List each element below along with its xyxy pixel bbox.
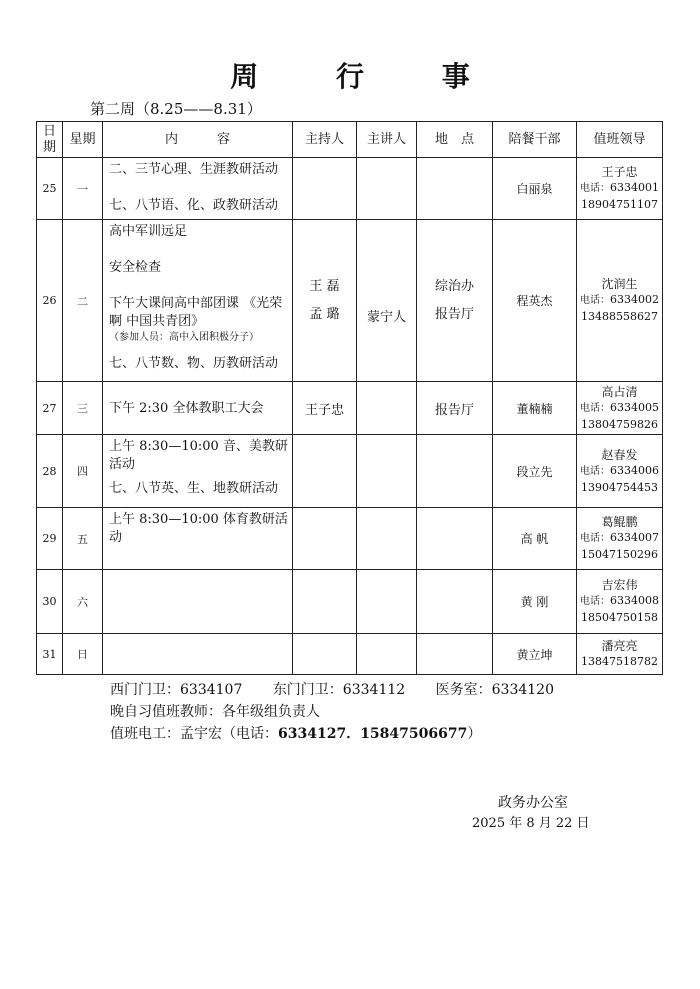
- row-dow: 二: [63, 220, 103, 382]
- row-content: [103, 634, 293, 675]
- electrician-suffix: ）: [467, 726, 482, 742]
- row-host: [293, 570, 357, 634]
- page-title: 周 行 事: [230, 60, 504, 93]
- row-speaker: [357, 570, 417, 634]
- tel-label: 电话：: [580, 596, 610, 607]
- row-meal: 黄 刚: [493, 570, 577, 634]
- tel-label: 电话：: [580, 183, 610, 194]
- content-line: 安全检查: [109, 260, 162, 275]
- leader-mobile: 13488558627: [581, 310, 658, 323]
- leader-tel: 6334002: [610, 293, 659, 306]
- row-content: [103, 158, 293, 220]
- row-meal: 程英杰: [493, 220, 577, 382]
- location-name: 报告厅: [434, 306, 474, 322]
- row-location: [417, 508, 493, 570]
- leader-tel: 6334006: [610, 463, 659, 477]
- row-date: 30: [37, 570, 63, 634]
- tel-label: 电话：: [580, 295, 610, 306]
- week-label: 第二周（8.25——8.31）: [90, 100, 262, 118]
- content-line: 上午 8:30—10:00 体育教研活动: [109, 512, 288, 545]
- row-host: [293, 508, 357, 570]
- row-location: [417, 220, 493, 382]
- table-header-row: [37, 122, 663, 158]
- row-dow: 日: [63, 634, 103, 675]
- electrician-duty: [110, 724, 481, 744]
- table-row: [37, 435, 663, 508]
- leader-name: 高占清: [601, 384, 638, 399]
- host-name: 王 磊: [309, 278, 340, 294]
- leader-tel: 6334007: [610, 531, 659, 544]
- table-row: [37, 220, 663, 382]
- row-speaker: [357, 435, 417, 508]
- row-date: 31: [37, 634, 63, 675]
- row-speaker: [357, 382, 417, 435]
- row-speaker: [357, 508, 417, 570]
- row-leader: [577, 570, 663, 634]
- leader-mobile: 13904754453: [581, 480, 658, 494]
- header-dow: 星期: [63, 122, 103, 158]
- row-dow: 四: [63, 435, 103, 508]
- row-date: 28: [37, 435, 63, 508]
- west-gate-phone: 西门门卫：6334107: [110, 682, 243, 698]
- row-dow: 五: [63, 508, 103, 570]
- leader-name: 葛鲲鹏: [601, 515, 638, 529]
- row-speaker: 蒙宁人: [357, 220, 417, 382]
- leader-mobile: 13847518782: [581, 655, 658, 668]
- header-host: 主持人: [293, 122, 357, 158]
- header-leader: 值班领导: [577, 122, 663, 158]
- row-date: 25: [37, 158, 63, 220]
- leader-name: 潘亮亮: [601, 639, 638, 653]
- content-line: 上午 8:30—10:00 音、美教研活动: [109, 439, 288, 472]
- row-content: [103, 220, 293, 382]
- content-line: 七、八节英、生、地教研活动: [109, 481, 279, 496]
- host-name: 孟 璐: [309, 306, 340, 322]
- content-line: 七、八节语、化、政教研活动: [109, 198, 279, 213]
- electrician-prefix: 值班电工：孟宇宏（电话：: [110, 726, 278, 742]
- row-meal: 白丽泉: [493, 158, 577, 220]
- content-line: 下午大课间高中部团课 《光荣啊 中国共青团》: [109, 296, 283, 329]
- header-meal: 陪餐干部: [493, 122, 577, 158]
- row-meal: 董楠楠: [493, 382, 577, 435]
- table-row: [37, 508, 663, 570]
- row-meal: 段立先: [493, 435, 577, 508]
- content-line: 高中军训远足: [109, 224, 188, 239]
- footer-phones: [110, 680, 580, 700]
- row-dow: 三: [63, 382, 103, 435]
- leader-name: 吉宏伟: [601, 578, 638, 592]
- row-location: 报告厅: [417, 382, 493, 435]
- signature-date: 2025 年 8 月 22 日: [472, 816, 590, 831]
- content-line: 二、三节心理、生涯教研活动: [109, 162, 279, 177]
- tel-label: 电话：: [580, 533, 610, 544]
- leader-tel: 6334001: [610, 181, 659, 194]
- location-name: 综治办: [434, 278, 474, 294]
- row-date: 29: [37, 508, 63, 570]
- table-row: [37, 634, 663, 675]
- signature-office: 政务办公室: [498, 795, 568, 811]
- tel-label: 电话：: [580, 402, 610, 414]
- schedule-table: [36, 121, 663, 675]
- content-line: 下午 2:30 全体教职工大会: [109, 400, 264, 416]
- leader-mobile: 18904751107: [581, 198, 658, 211]
- row-dow: 六: [63, 570, 103, 634]
- leader-name: 王子忠: [601, 165, 638, 179]
- row-leader: [577, 634, 663, 675]
- row-location: [417, 158, 493, 220]
- row-location: [417, 634, 493, 675]
- evening-study-duty: 晚自习值班教师：各年级组负责人: [110, 704, 320, 720]
- leader-name: 沈润生: [601, 277, 638, 291]
- row-location: [417, 570, 493, 634]
- east-gate-phone: 东门门卫：6334112: [272, 682, 406, 698]
- table-row: [37, 382, 663, 435]
- leader-tel: 6334008: [610, 594, 659, 607]
- row-content: [103, 508, 293, 570]
- table-row: [37, 570, 663, 634]
- content-line: 七、八节数、物、历教研活动: [109, 356, 279, 371]
- row-date: 26: [37, 220, 63, 382]
- row-leader: [577, 220, 663, 382]
- header-date: 日期: [37, 122, 63, 158]
- row-content: [103, 570, 293, 634]
- leader-mobile: 15047150296: [581, 548, 658, 561]
- row-speaker: [357, 158, 417, 220]
- leader-tel: 6334005: [610, 400, 659, 414]
- row-dow: 一: [63, 158, 103, 220]
- row-location: [417, 435, 493, 508]
- row-host: [293, 634, 357, 675]
- row-leader: [577, 158, 663, 220]
- leader-mobile: 18504750158: [581, 611, 658, 624]
- electrician-phones: 6334127．15847506677: [278, 726, 468, 742]
- row-host: [293, 435, 357, 508]
- row-host: 王子忠: [293, 382, 357, 435]
- row-host: [293, 220, 357, 382]
- header-speaker: 主讲人: [357, 122, 417, 158]
- row-meal: 黄立坤: [493, 634, 577, 675]
- row-meal: 高 帆: [493, 508, 577, 570]
- row-leader: [577, 382, 663, 435]
- header-content: 内 容: [103, 122, 293, 158]
- table-row: [37, 158, 663, 220]
- row-leader: [577, 435, 663, 508]
- row-date: 27: [37, 382, 63, 435]
- table-bottom-rule: [36, 674, 662, 675]
- row-host: [293, 158, 357, 220]
- row-content: [103, 435, 293, 508]
- header-location: 地 点: [417, 122, 493, 158]
- leader-name: 赵春发: [601, 447, 638, 462]
- tel-label: 电话：: [580, 465, 610, 477]
- row-leader: [577, 508, 663, 570]
- row-speaker: [357, 634, 417, 675]
- leader-mobile: 13804759826: [581, 417, 658, 431]
- row-content: [103, 382, 293, 435]
- content-line-note: （参加人员：高中入团积极分子）: [109, 332, 259, 343]
- clinic-phone: 医务室：6334120: [435, 682, 554, 698]
